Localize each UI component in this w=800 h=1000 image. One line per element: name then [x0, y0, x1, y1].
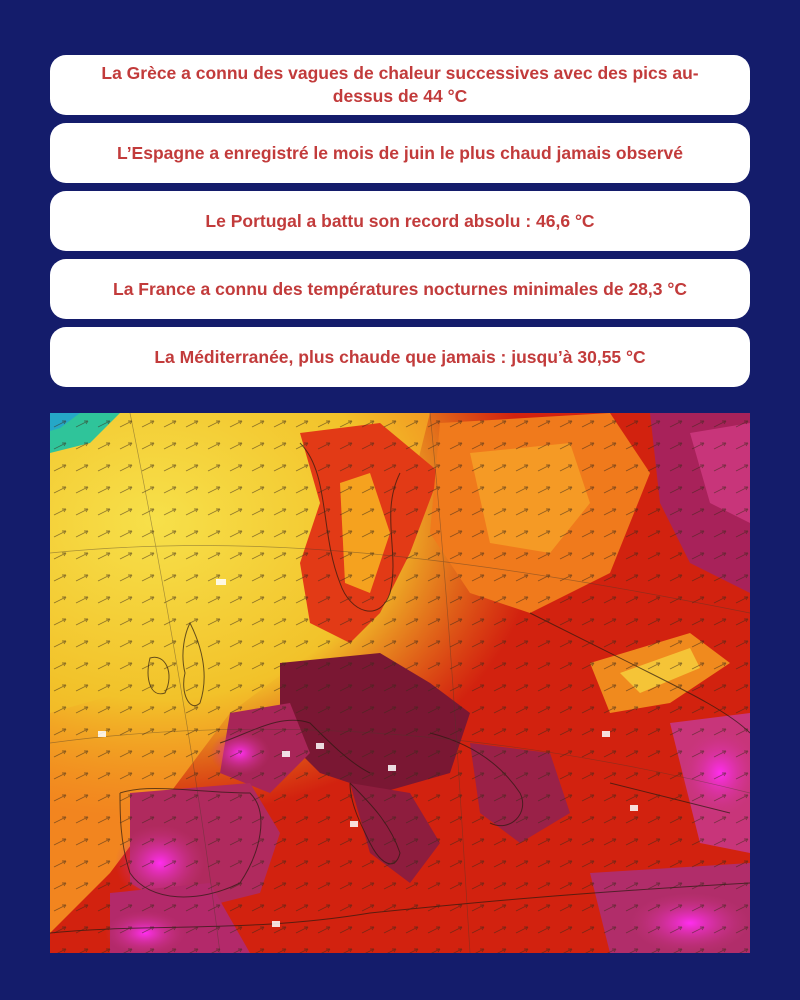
heatwave-map-icon — [50, 413, 750, 953]
fact-card-spain: L’Espagne a enregistré le mois de juin le plus chaud jamais observé — [50, 123, 750, 183]
fact-card-france: La France a connu des températures nocturnes minimales de 28,3 °C — [50, 259, 750, 319]
fact-card-portugal: Le Portugal a battu son record absolu : 46,6 °C — [50, 191, 750, 251]
fact-card-mediterranean: La Méditerranée, plus chaude que jamais : jusqu’à 30,55 °C — [50, 327, 750, 387]
facts-list — [50, 55, 750, 395]
fact-card-greece: La Grèce a connu des vagues de chaleur successives avec des pics au-dessus de 44 °C — [50, 55, 750, 115]
temperature-map — [50, 413, 750, 953]
